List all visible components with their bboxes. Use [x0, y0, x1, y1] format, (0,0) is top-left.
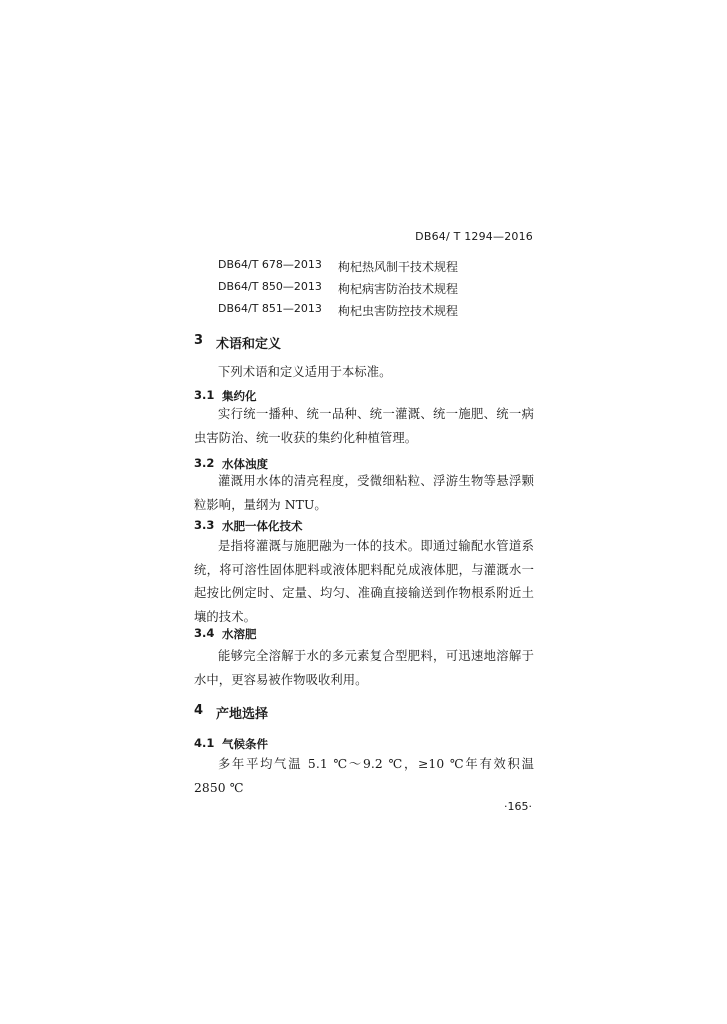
section-title: 术语和定义 — [216, 337, 282, 352]
term-number: 3.1 — [194, 388, 215, 402]
term-definition: 实行统一播种、统一品种、统一灌溉、统一施肥、统一病虫害防治、统一收获的集约化种植管理。 — [194, 407, 534, 445]
term-definition: 能够完全溶解于水的多元素复合型肥料，可迅速地溶解于水中，更容易被作物吸收利用。 — [194, 649, 534, 687]
term-number: 3.2 — [194, 456, 215, 470]
section-number: 4 — [194, 703, 204, 718]
section-title: 产地选择 — [216, 707, 269, 722]
reference-title: 枸杞病害防治技术规程 — [338, 282, 459, 296]
document-code-header: DB64/ T 1294—2016 — [415, 230, 533, 243]
term-name: 水溶肥 — [222, 627, 257, 641]
reference-code: DB64/T 850—2013 — [218, 280, 322, 293]
section-number: 3 — [194, 333, 204, 348]
reference-code: DB64/T 678—2013 — [218, 258, 322, 271]
reference-code: DB64/T 851—2013 — [218, 302, 322, 315]
page-number: ·165· — [504, 800, 532, 813]
term-name: 水肥一体化技术 — [222, 519, 303, 533]
section-intro: 下列术语和定义适用于本标准。 — [218, 365, 392, 379]
term-number: 3.4 — [194, 626, 215, 640]
term-definition: 灌溉用水体的清亮程度，受微细粘粒、浮游生物等悬浮颗粒影响，量纲为 NTU。 — [194, 474, 534, 512]
subsection-number: 4.1 — [194, 736, 215, 750]
reference-title: 枸杞虫害防控技术规程 — [338, 304, 459, 318]
term-name: 集约化 — [222, 389, 257, 403]
reference-title: 枸杞热风制干技术规程 — [338, 260, 459, 274]
subsection-name: 气候条件 — [222, 737, 268, 751]
term-definition: 是指将灌溉与施肥融为一体的技术。即通过输配水管道系统，将可溶性固体肥料或液体肥料配兑成液体肥，与灌溉水一起按比例定时、定量、均匀、准确直接输送到作物根系附近土壤的技术。 — [194, 539, 534, 624]
term-number: 3.3 — [194, 518, 215, 532]
subsection-text: 多年平均气温 5.1 ℃～9.2 ℃，≥10 ℃年有效积温 2850 ℃ — [194, 757, 534, 795]
term-name: 水体浊度 — [222, 457, 268, 471]
